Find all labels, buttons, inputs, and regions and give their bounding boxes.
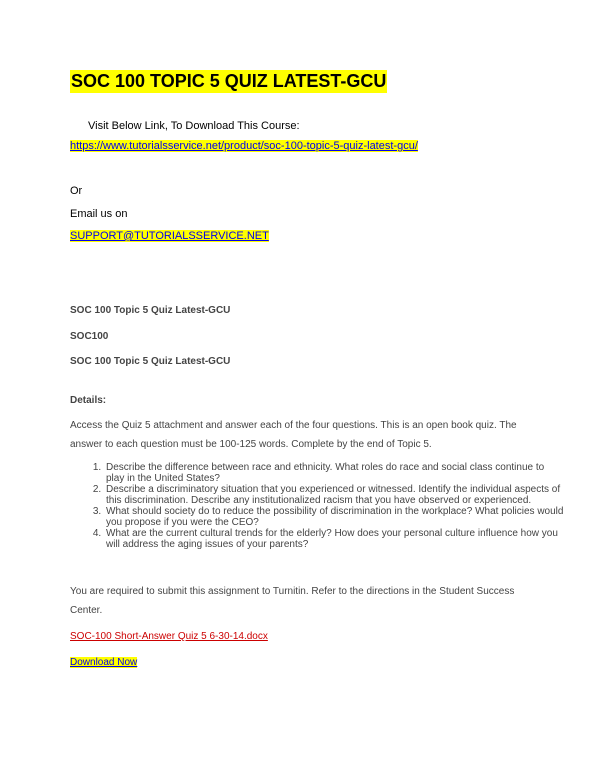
question-list	[70, 462, 564, 550]
course-name: SOC 100 Topic 5 Quiz Latest-GCU	[70, 305, 231, 316]
download-intro: Visit Below Link, To Download This Course:	[88, 120, 300, 132]
course-name-repeat: SOC 100 Topic 5 Quiz Latest-GCU	[70, 356, 231, 367]
question-item: 1. Describe the difference between race and ethnicity. What roles do race and social class continue to play in the United States?	[104, 462, 564, 484]
attachment-wrapper	[70, 631, 268, 642]
email-label: Email us on	[70, 208, 128, 220]
course-url-link[interactable]: https://www.tutorialsservice.net/product/soc-100-topic-5-quiz-latest-gcu/	[70, 140, 418, 152]
attachment-link[interactable]: SOC-100 Short-Answer Quiz 5 6-30-14.docx	[70, 631, 268, 642]
page-title: SOC 100 TOPIC 5 QUIZ LATEST-GCU	[71, 71, 387, 91]
download-wrapper	[70, 657, 137, 668]
question-item: 2. Describe a discriminatory situation that you experienced or witnessed. Identify the individual aspects of this discrimination. Describe any institutionalized racism that you have observed or experienced.	[104, 484, 564, 506]
course-code: SOC100	[70, 331, 109, 342]
email-wrapper	[70, 230, 269, 242]
question-item: 4. What are the current cultural trends for the elderly? How does your personal culture influence how you will address the aging issues of your parents?	[104, 528, 564, 550]
email-link[interactable]: SUPPORT@TUTORIALSSERVICE.NET	[70, 230, 269, 242]
question-item: 3. What should society do to reduce the possibility of discrimination in the workplace? What policies would you propose if you were the CEO?	[104, 506, 564, 528]
details-text: Access the Quiz 5 attachment and answer each of the four questions. This is an open book quiz. The answer to each question must be 100-125 words. Complete by the end of Topic 5.	[70, 420, 517, 450]
course-url-wrapper	[70, 140, 418, 152]
or-text: Or	[70, 185, 83, 197]
details-heading: Details:	[70, 395, 107, 406]
download-now-link[interactable]: Download Now	[70, 657, 138, 668]
submission-text: You are required to submit this assignment to Turnitin. Refer to the directions in the Student Success Center.	[70, 586, 515, 616]
